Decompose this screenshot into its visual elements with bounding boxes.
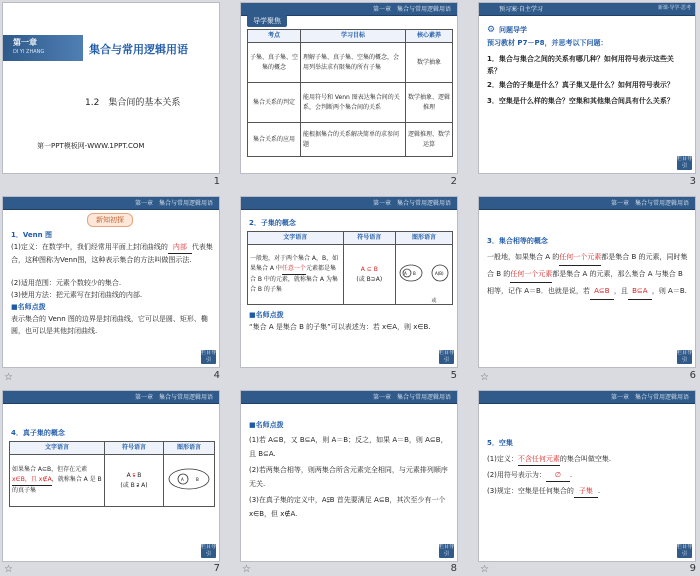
nav-back-button[interactable]: 栏目导引 — [677, 544, 693, 557]
slide-number-1: 1 — [213, 176, 220, 187]
table-header: 学习目标 — [301, 30, 406, 43]
usage-text: (3)使用方法：把元素写在封闭曲线的内部. — [11, 291, 143, 299]
header-text: 第一章 集合与常用逻辑用语 — [610, 200, 689, 207]
header-text: 第一章 集合与常用逻辑用语 — [610, 394, 689, 401]
table-cell: 集合关系的应用 — [248, 123, 301, 157]
svg-text:B: B — [196, 476, 199, 482]
text-part: (3)规定：空集是任何集合的 — [487, 487, 574, 495]
slide-thumbnail-7[interactable] — [2, 390, 220, 562]
slide-header — [479, 197, 696, 210]
table-header: 考点 — [248, 30, 301, 43]
definition-text — [11, 241, 215, 266]
table-header: 符号语言 — [105, 442, 164, 455]
text-part: 一般地，如果集合 A 的 — [487, 253, 560, 261]
slide-number-5: 5 — [450, 370, 457, 381]
text-part: . — [597, 487, 601, 495]
text-part: 的集合叫做空集. — [559, 455, 612, 463]
table-cell: 能用符号和 Venn 图表达集合间的关系，会判断两个集合间的关系 — [301, 83, 406, 123]
heading: 3．集合相等的概念 — [487, 237, 548, 245]
definition-start: (1)定义：在数学中，我们经常用平面上封闭曲线的 — [11, 243, 168, 251]
header-text: 第一章 集合与常用逻辑用语 — [372, 394, 451, 401]
slide-thumbnail-2[interactable] — [240, 2, 458, 174]
slide-thumbnail-6[interactable] — [478, 196, 696, 368]
note-title: ■名师点拨 — [249, 311, 284, 319]
nav-back-button[interactable]: 栏目导引 — [677, 156, 693, 169]
answer-blank: A⊆B — [590, 283, 614, 300]
symbol-answer: A ⊆ B — [360, 265, 378, 273]
slide-thumbnail-4[interactable] — [2, 196, 220, 368]
table-row — [10, 455, 215, 507]
table-cell — [105, 455, 164, 507]
table-row — [248, 83, 453, 123]
table-cell — [164, 455, 215, 507]
svg-text:A: A — [404, 270, 407, 276]
table-row — [248, 43, 453, 83]
slide-number-9: 9 — [689, 563, 696, 574]
table-cell: 理解子集、真子集、空集的概念，会用列举法求有限集的所有子集 — [301, 43, 406, 83]
chapter-en: DI YI ZHANG — [13, 49, 45, 55]
text-part: 都是集合 B 的元素，同时集合 B 的 — [487, 253, 688, 278]
answer-blank: B⊆A — [628, 283, 652, 300]
table-cell: 逻辑推理、数学运算 — [406, 123, 453, 157]
table-cell: 集合关系的判定 — [248, 83, 301, 123]
slide-number-2: 2 — [450, 176, 457, 187]
slide-header — [3, 391, 220, 404]
nav-back-button[interactable]: 栏目导引 — [439, 350, 455, 363]
symbol-alt: (或 B ⫌ A) — [120, 481, 148, 489]
intro-text: 预习教材 P7－P8，并思考以下问题： — [487, 39, 608, 47]
slide-thumbnail-8[interactable] — [240, 390, 458, 562]
slide-thumbnail-9[interactable] — [478, 390, 696, 562]
header-text: 第一章 集合与常用逻辑用语 — [372, 200, 451, 207]
section-title: 1.2 集合间的基本关系 — [85, 98, 181, 108]
star-icon: ☆ — [480, 564, 489, 575]
slide-number-6: 6 — [689, 370, 696, 381]
text-part: ，则 A＝B. — [651, 287, 687, 295]
note-text: 表示集合的 Venn 图的边界是封闭曲线，它可以是圆、矩形、椭圆，也可以是其他封闭曲线. — [11, 315, 208, 335]
section-badge: 新知初探 — [87, 213, 133, 227]
table-header: 文字语言 — [248, 232, 344, 245]
table-header: 符号语言 — [343, 232, 395, 245]
heading: 1．Venn 图 — [11, 231, 53, 239]
rule-line — [487, 485, 691, 498]
table-cell: 数学抽象、逻辑推理 — [406, 83, 453, 123]
nav-back-button[interactable]: 栏目导引 — [201, 544, 217, 557]
header-text: 第一章 集合与常用逻辑用语 — [134, 394, 213, 401]
header-text: 第一章 集合与常用逻辑用语 — [134, 200, 213, 207]
table-header: 核心素养 — [406, 30, 453, 43]
nav-back-button[interactable]: 栏目导引 — [201, 350, 217, 363]
subset-table — [247, 231, 453, 305]
symbol-right: B — [137, 471, 142, 479]
question-title: 问题导学 — [499, 26, 527, 34]
table-header: 图形语言 — [164, 442, 215, 455]
equality-text — [487, 249, 691, 300]
header-text: 第一章 集合与常用逻辑用语 — [372, 6, 451, 13]
question-1: 1．集合与集合之间的关系有哪几种？如何用符号表示这些关系？ — [487, 55, 674, 75]
star-icon: ☆ — [4, 564, 13, 575]
note-title: ■名师点拨 — [11, 303, 46, 311]
text-part: 都是集合 A 的元素，那么集合 A 与集合 B 相等，记作 A＝B．也就是说，若 — [487, 270, 683, 295]
note-text: “集合 A 是集合 B 的子集”可以表述为：若 x∈A，则 x∈B. — [249, 323, 431, 331]
slide-header — [479, 391, 696, 404]
symbol-answer: ⫋ — [132, 471, 136, 479]
svg-text:A: A — [181, 476, 184, 482]
slide-thumbnail-3[interactable] — [478, 2, 696, 174]
words-start: 如果集合 A⊆B，但存在元素 — [12, 466, 88, 473]
answer-blank: 子集 — [574, 485, 598, 498]
table-cell — [343, 245, 395, 305]
slide-thumbnail-1[interactable] — [2, 2, 220, 174]
table-cell — [10, 455, 105, 507]
words-start: 一般地，对于两个集合 A，B，如果集合 A 中 — [250, 255, 339, 272]
answer-blank: ∅ — [546, 469, 570, 482]
slide-header — [479, 3, 696, 16]
table-header: 图形语言 — [396, 232, 453, 245]
star-icon: ☆ — [242, 564, 251, 575]
definition-line — [487, 453, 691, 466]
table-row — [248, 123, 453, 157]
answer-blank: 内部 — [168, 241, 192, 254]
venn-diagram — [398, 262, 450, 284]
site-credit: 第一PPT模板网-WWW.1PPT.COM — [37, 142, 145, 150]
definition-end: 代表集合，这种图称为Venn图，这种表示集合的方法叫做图示法. — [11, 243, 213, 264]
chapter-title: 集合与常用逻辑用语 — [89, 43, 188, 56]
heading: 5．空集 — [487, 439, 513, 447]
table-cell: 数学抽象 — [406, 43, 453, 83]
slide-header — [241, 197, 458, 210]
table-cell: 能根据集合的关系解决简单的求参问题 — [301, 123, 406, 157]
nav-back-button[interactable]: 栏目导引 — [677, 350, 693, 363]
table-header: 文字语言 — [10, 442, 105, 455]
heading: 2．子集的概念 — [249, 219, 296, 227]
note-title: ■名师点拨 — [249, 421, 284, 429]
heading: 4．真子集的概念 — [11, 429, 65, 437]
text-part: . — [569, 471, 573, 479]
slide-number-7: 7 — [213, 563, 220, 574]
text-part: (1)定义： — [487, 455, 518, 463]
gear-icon: ⚙ — [487, 25, 496, 35]
words-end: ，就称集合 A 是 B 的真子集 — [12, 476, 102, 494]
section-badge: 导学聚焦 — [247, 15, 287, 27]
symbol-alt: (或 B⊇A) — [356, 275, 383, 283]
chapter-label: 第一章 — [13, 38, 37, 47]
header-left: 预习案·自主学习 — [499, 6, 543, 13]
question-2: 2．集合的子集是什么？真子集又是什么？如何用符号表示？ — [487, 81, 674, 89]
note-item-1: (1)若 A⊆B，又 B⊆A，则 A＝B；反之，如果 A＝B，则 A⊆B，且 B⊆A. — [249, 436, 448, 458]
answer-blank: 任意一个 — [282, 264, 306, 275]
words-end: 元素都是集合 B 中的元素，就称集合 A 为集合 B 的子集 — [250, 265, 338, 293]
venn-diagram — [166, 467, 212, 491]
table-cell — [396, 245, 453, 305]
table-cell — [248, 245, 344, 305]
objectives-table — [247, 29, 453, 157]
answer-blank: 任何一个元素 — [510, 266, 552, 283]
chapter-banner — [3, 35, 83, 61]
note-item-3: (3)在真子集的定义中，A⫋B 首先要满足 A⊆B，其次至少有一个 x∈B，但 x∉A. — [249, 496, 446, 518]
slide-thumbnail-5[interactable] — [240, 196, 458, 368]
table-cell: 子集、真子集、空集的概念 — [248, 43, 301, 83]
proper-subset-table — [9, 441, 215, 507]
slide-header — [3, 197, 220, 210]
note-item-2: (2)若两集合相等，则两集合所含元素完全相同，与元素排列顺序无关. — [249, 466, 448, 488]
star-icon: ☆ — [480, 372, 489, 383]
header-right: 新课·导学·思考 — [657, 5, 691, 11]
answer-blank: x∈B，且 x∉A — [12, 475, 52, 486]
symbol-line — [487, 469, 691, 482]
svg-text:B: B — [413, 270, 416, 276]
slide-header — [241, 391, 458, 404]
text-part: (2)用符号表示为： — [487, 471, 546, 479]
slide-number-4: 4 — [213, 370, 220, 381]
table-row — [248, 245, 453, 305]
star-icon: ☆ — [4, 372, 13, 383]
answer-blank: 不含任何元素 — [518, 453, 560, 466]
symbol-left: A — [126, 471, 131, 479]
question-3: 3．空集是什么样的集合？空集和其他集合间具有什么关系？ — [487, 97, 674, 105]
answer-blank: 任何一个元素 — [559, 249, 601, 266]
slide-number-3: 3 — [689, 176, 696, 187]
scope-text: (2)适用范围：元素个数较少的集合. — [11, 279, 122, 287]
nav-back-button[interactable]: 栏目导引 — [439, 544, 455, 557]
slide-number-8: 8 — [450, 563, 457, 574]
graph-or: 或 — [431, 297, 437, 304]
text-part: ，且 — [613, 287, 628, 295]
svg-text:A(B): A(B) — [435, 270, 444, 276]
